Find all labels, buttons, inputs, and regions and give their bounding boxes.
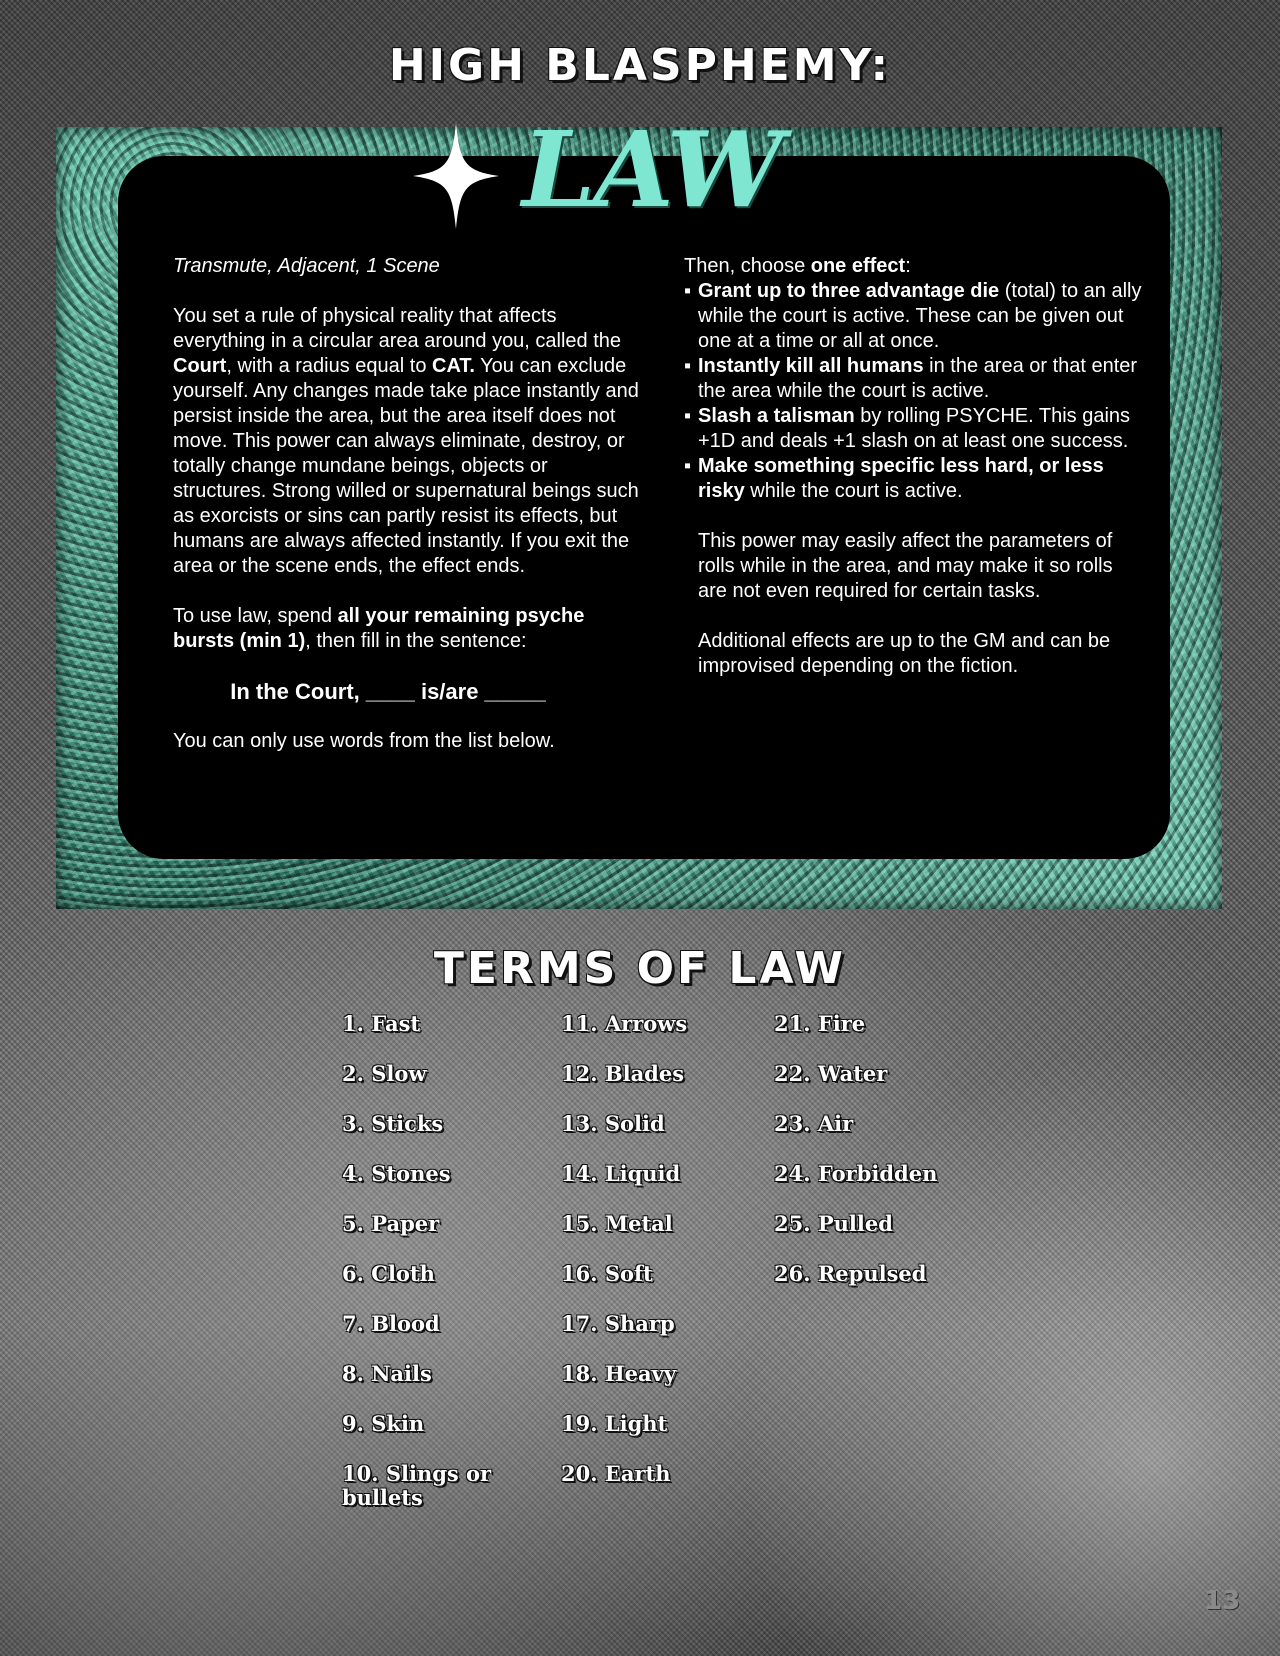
power-description: You set a rule of physical reality that affects everything in a circular area around you, called the Court, with a radius equal to CAT. You can exclude yourself. Any changes made take place instantly and persist inside the area, but the area itself does not move. This power can always eliminate, destroy, or totally change mundane beings, objects or structures. Strong willed or supernatural beings such as exorcists or sins can partly resist its effects, but humans are always affected instantly. If you exit the area or the scene ends, the effect ends.: [173, 305, 639, 577]
terms-column-1: [342, 1012, 552, 1512]
effect-item: ▪ Grant up to three advantage die (total) to an ally while the court is active. These can be given out one at a time or all at once.: [684, 280, 1142, 352]
four-point-star-icon: [413, 123, 499, 229]
effect-item: ▪ Slash a talisman by rolling PSYCHE. This gains +1D and deals +1 slash on at least one success.: [684, 405, 1131, 452]
term-item: 2. Slow: [342, 1061, 427, 1086]
term-item: 8. Nails: [342, 1361, 432, 1386]
term-item: 6. Cloth: [342, 1261, 435, 1286]
term-item: 13. Solid: [561, 1111, 665, 1136]
term-item: 26. Repulsed: [774, 1261, 927, 1286]
term-item: 23. Air: [774, 1111, 854, 1136]
power-description-left: [173, 254, 643, 754]
cat-term: CAT.: [432, 355, 475, 377]
court-sentence: In the Court, ____ is/are _____: [230, 679, 546, 704]
term-item: 20. Earth: [561, 1461, 671, 1486]
power-subtitle: Transmute, Adjacent, 1 Scene: [173, 255, 440, 277]
parameters-note: This power may easily affect the parameters of rolls while in the area, and may make it so rolls are not even required for certain tasks.: [698, 530, 1113, 602]
term-item: 21. Fire: [774, 1011, 866, 1036]
bullet-icon: ▪: [684, 355, 692, 377]
term-item: 19. Light: [561, 1411, 668, 1436]
term-item: 14. Liquid: [561, 1161, 681, 1186]
term-item: 4. Stones: [342, 1161, 451, 1186]
term-item: 22. Water: [774, 1061, 888, 1086]
term-item: 17. Sharp: [561, 1311, 675, 1336]
term-item: 7. Blood: [342, 1311, 440, 1336]
term-item: 11. Arrows: [561, 1011, 688, 1036]
power-name: LAW: [522, 108, 782, 231]
bullet-icon: ▪: [684, 455, 692, 477]
term-item: 3. Sticks: [342, 1111, 444, 1136]
term-item: 1. Fast: [342, 1011, 421, 1036]
term-item: 5. Paper: [342, 1211, 440, 1236]
term-item: 18. Heavy: [561, 1361, 677, 1386]
terms-column-3: [774, 1012, 984, 1312]
page-number: 13: [1204, 1586, 1241, 1616]
term-item: 24. Forbidden: [774, 1161, 938, 1186]
effect-item: ▪ Instantly kill all humans in the area or that enter the area while the court is active.: [684, 355, 1138, 402]
power-description-right: [684, 254, 1144, 679]
bullet-icon: ▪: [684, 280, 692, 302]
term-item: 16. Soft: [561, 1261, 653, 1286]
terms-title: TERMS OF LAW: [433, 943, 847, 994]
court-term: Court: [173, 355, 227, 377]
term-item: 9. Skin: [342, 1411, 425, 1436]
effects-intro: Then, choose one effect:: [684, 255, 911, 277]
gm-note: Additional effects are up to the GM and can be improvised depending on the fiction.: [698, 630, 1111, 677]
bullet-icon: ▪: [684, 405, 692, 427]
word-note: You can only use words from the list below.: [173, 730, 555, 752]
term-item: 15. Metal: [561, 1211, 673, 1236]
term-item: 12. Blades: [561, 1061, 685, 1086]
page-title: HIGH BLASPHEMY:: [388, 40, 892, 91]
use-instructions: To use law, spend all your remaining psyche bursts (min 1), then fill in the sentence:: [173, 605, 585, 652]
term-item: 10. Slings or bullets: [342, 1461, 492, 1510]
terms-column-2: [561, 1012, 771, 1512]
effect-item: ▪ Make something specific less hard, or less risky while the court is active.: [684, 455, 1104, 502]
term-item: 25. Pulled: [774, 1211, 893, 1236]
